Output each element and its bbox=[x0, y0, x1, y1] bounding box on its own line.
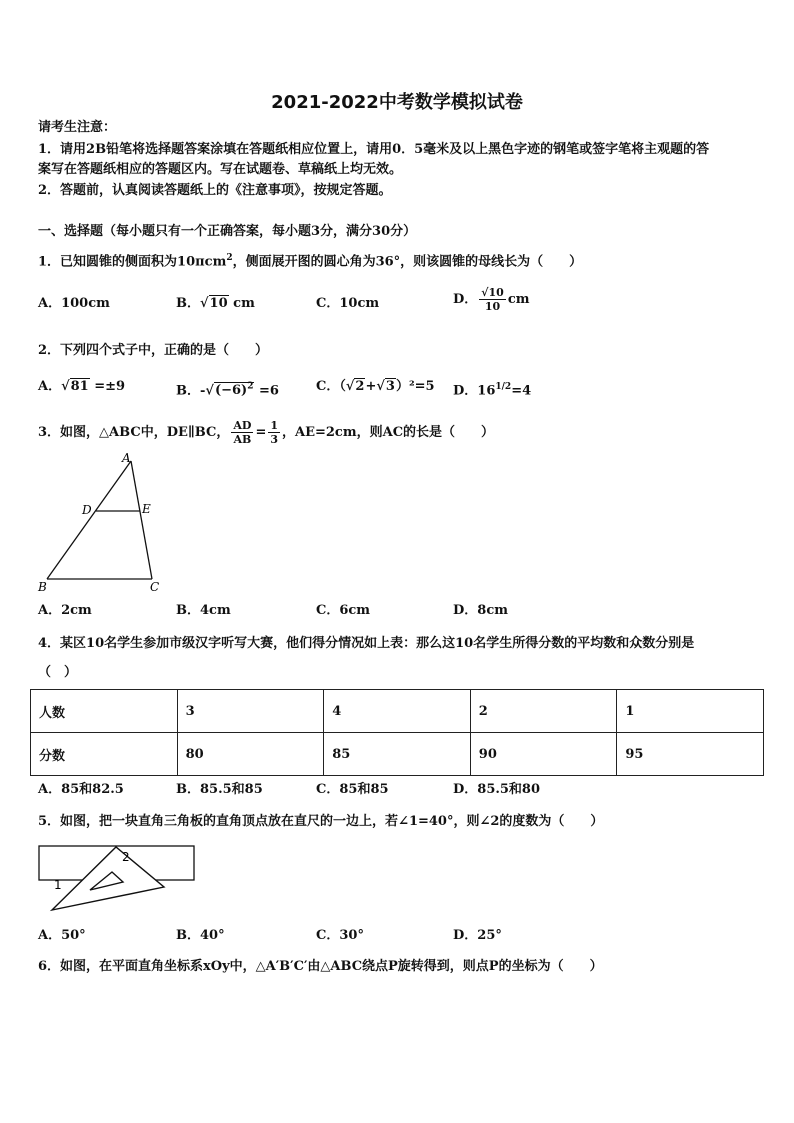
q2-option-a: A．√81 =±9 bbox=[38, 379, 126, 394]
q3-option-b: B．4cm bbox=[176, 603, 231, 618]
label-e: E bbox=[142, 502, 151, 516]
question-5-stem: 5．如图，把一块直角三角板的直角顶点放在直尺的一边上，若∠1=40°，则∠2的度数为（ ） bbox=[38, 814, 604, 829]
q5-option-d: D．25° bbox=[453, 928, 502, 943]
q4-option-c: C．85和85 bbox=[316, 782, 389, 797]
q3-option-a: A．2cm bbox=[38, 603, 92, 618]
score-table bbox=[30, 689, 764, 776]
table-cell: 80 bbox=[177, 733, 324, 776]
q1-option-d: D． $\frac{√10}{10}$ cm bbox=[453, 286, 530, 313]
label-d: D bbox=[82, 503, 92, 517]
table-cell: 2 bbox=[470, 690, 617, 733]
label-a: A bbox=[122, 451, 131, 465]
table-cell: 3 bbox=[177, 690, 324, 733]
q3-option-d: D．8cm bbox=[453, 603, 508, 618]
table-cell: 90 bbox=[470, 733, 617, 776]
notice-heading: 请考生注意： bbox=[38, 120, 117, 135]
question-4-stem: 4．某区10名学生参加市级汉字听写大赛，他们得分情况如上表：那么这10名学生所得分数的平均数和众数分别是 bbox=[38, 636, 695, 651]
table-cell: 95 bbox=[617, 733, 764, 776]
q4-option-d: D．85.5和80 bbox=[453, 782, 541, 797]
q5-option-b: B．40° bbox=[176, 928, 225, 943]
ruler-triangle-figure bbox=[36, 843, 198, 915]
table-cell: 分数 bbox=[31, 733, 178, 776]
table-row bbox=[31, 733, 764, 776]
q1-option-a: A．100cm bbox=[38, 296, 110, 311]
set-square bbox=[52, 847, 164, 910]
q1-option-c: C．10cm bbox=[316, 296, 380, 311]
label-b: B bbox=[38, 580, 47, 594]
q5-option-c: C．30° bbox=[316, 928, 364, 943]
question-3-stem: 3．如图，△ABC中，DE∥BC， $\frac{AD}{AB}$ = $\frac{1}{3}$ ，AE=2cm，则AC的长是（ ） bbox=[38, 419, 495, 446]
angle-2-label: 2 bbox=[122, 850, 130, 864]
q2-option-c: C．（√2+√3）²=5 bbox=[316, 379, 435, 394]
table-row bbox=[31, 690, 764, 733]
side-ab bbox=[47, 461, 131, 579]
angle-1-label: 1 bbox=[54, 878, 62, 892]
q4-option-b: B．85.5和85 bbox=[176, 782, 263, 797]
question-1-stem: 1．已知圆锥的侧面积为10πcm$^2$，侧面展开图的圆心角为36°，则该圆锥的母线长为（ ） bbox=[38, 253, 583, 270]
table-cell: 人数 bbox=[31, 690, 178, 733]
q4-option-a: A．85和82.5 bbox=[38, 782, 124, 797]
q2-option-b: B．$-√(-6)^2 =6$ bbox=[176, 382, 279, 399]
table-cell: 1 bbox=[617, 690, 764, 733]
notice-line-2: 2．答题前，认真阅读答题纸上的《注意事项》，按规定答题。 bbox=[38, 183, 392, 198]
triangle-figure bbox=[30, 450, 170, 595]
q5-option-a: A．50° bbox=[38, 928, 86, 943]
q3-option-c: C．6cm bbox=[316, 603, 371, 618]
notice-line-1b: 案写在答题纸相应的答题区内。写在试题卷、草稿纸上均无效。 bbox=[38, 162, 403, 177]
side-ac bbox=[131, 461, 152, 579]
section-heading: 一、选择题（每小题只有一个正确答案，每小题3分，满分30分） bbox=[38, 224, 417, 239]
question-2-stem: 2．下列四个式子中，正确的是（ ） bbox=[38, 343, 269, 358]
question-6-stem: 6．如图，在平面直角坐标系xOy中，△A′B′C′由△ABC绕点P旋转得到，则点P的坐标为（ ） bbox=[38, 959, 603, 974]
table-cell: 4 bbox=[324, 690, 471, 733]
q2-option-d: D．$16^{1/2}=4$ bbox=[453, 382, 532, 399]
table-cell: 85 bbox=[324, 733, 471, 776]
label-c: C bbox=[150, 580, 160, 594]
notice-line-1a: 1．请用2B铅笔将选择题答案涂填在答题纸相应位置上，请用0．5毫米及以上黑色字迹的钢笔或签字笔将主观题的答 bbox=[38, 142, 710, 157]
q1-option-b: B．√10 cm bbox=[176, 296, 255, 311]
page-title: 2021-2022中考数学模拟试卷 bbox=[271, 92, 523, 113]
question-4-stem-cont: （ ） bbox=[38, 665, 78, 680]
